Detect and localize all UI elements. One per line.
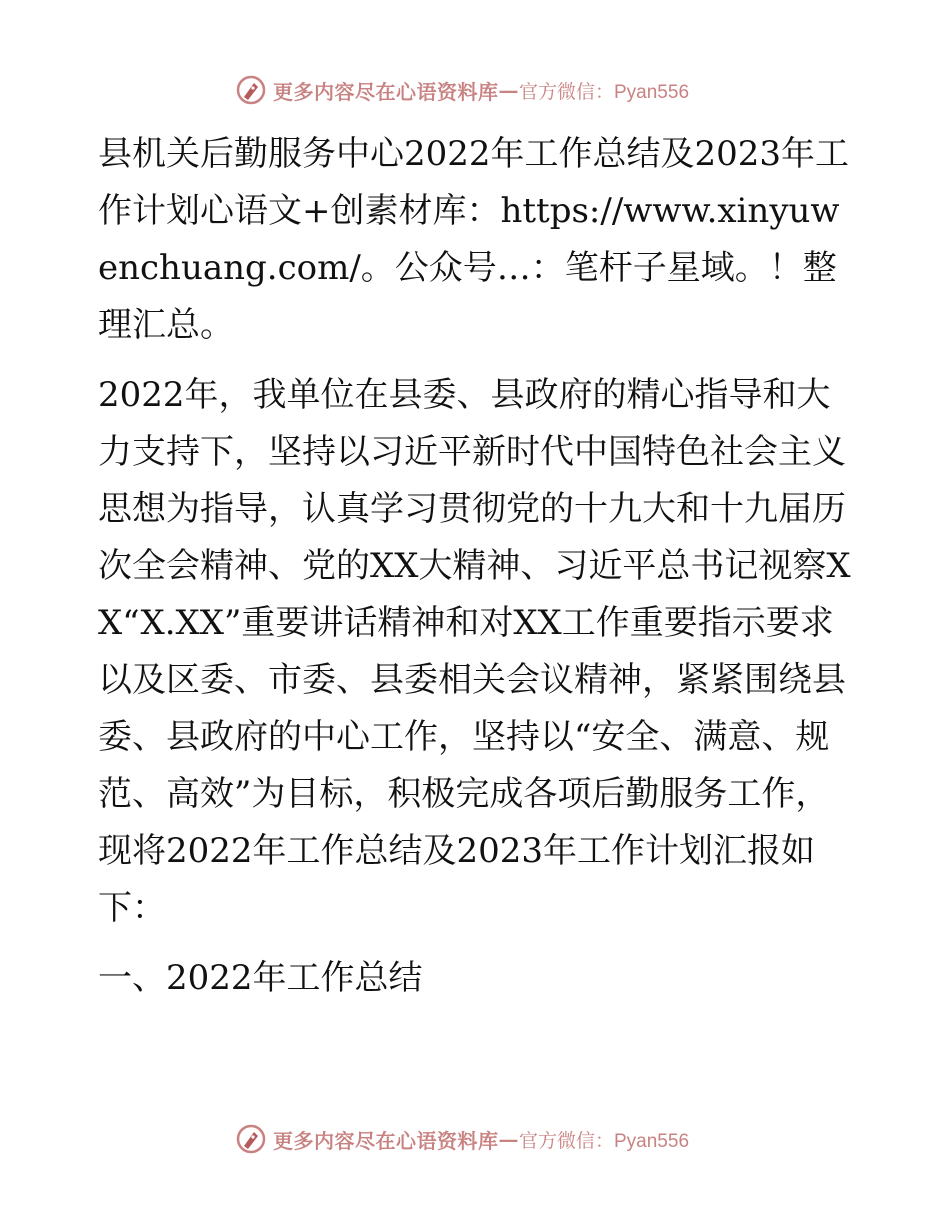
footer-watermark-banner [235, 1121, 689, 1157]
section-heading: 一、2022年工作总结 [98, 958, 423, 998]
header-watermark-banner [235, 72, 689, 108]
banner-contact-text: 官方微信：Pyan556 [519, 1130, 690, 1152]
banner-brand-text: 更多内容尽在心语资料库 [273, 1128, 499, 1153]
pen-nib-circle-icon [235, 74, 267, 106]
intro-paragraph: 2022年，我单位在县委、县政府的精心指导和大力支持下，坚持以习近平新时代中国特色社会主义思想为指导，认真学习贯彻党的十九大和十九届历次全会精神、党的XX大精神、习近平总书记视察XX“X.XX”重要讲话精神和对XX工作重要指示要求以及区委、市委、县委相关会议精神，紧紧围绕县委、县政府的中心工作，坚持以“安全、满意、规范、高效”为目标，积极完成各项后勤服务工作，现将2022年工作总结及2023年工作计划汇报如下： [98, 375, 851, 928]
title-paragraph: 县机关后勤服务中心2022年工作总结及2023年工作计划心语文+创素材库：https://www.xinyuwenchuang.com/。公众号…：笔杆子星域。！整理汇总。 [98, 134, 850, 345]
banner-brand-text: 更多内容尽在心语资料库 [273, 79, 499, 104]
banner-dash: — [498, 78, 519, 102]
pen-nib-circle-icon [235, 1123, 267, 1155]
banner-dash: — [498, 1127, 519, 1151]
banner-contact-text: 官方微信：Pyan556 [519, 81, 690, 103]
document-body [98, 126, 858, 1007]
